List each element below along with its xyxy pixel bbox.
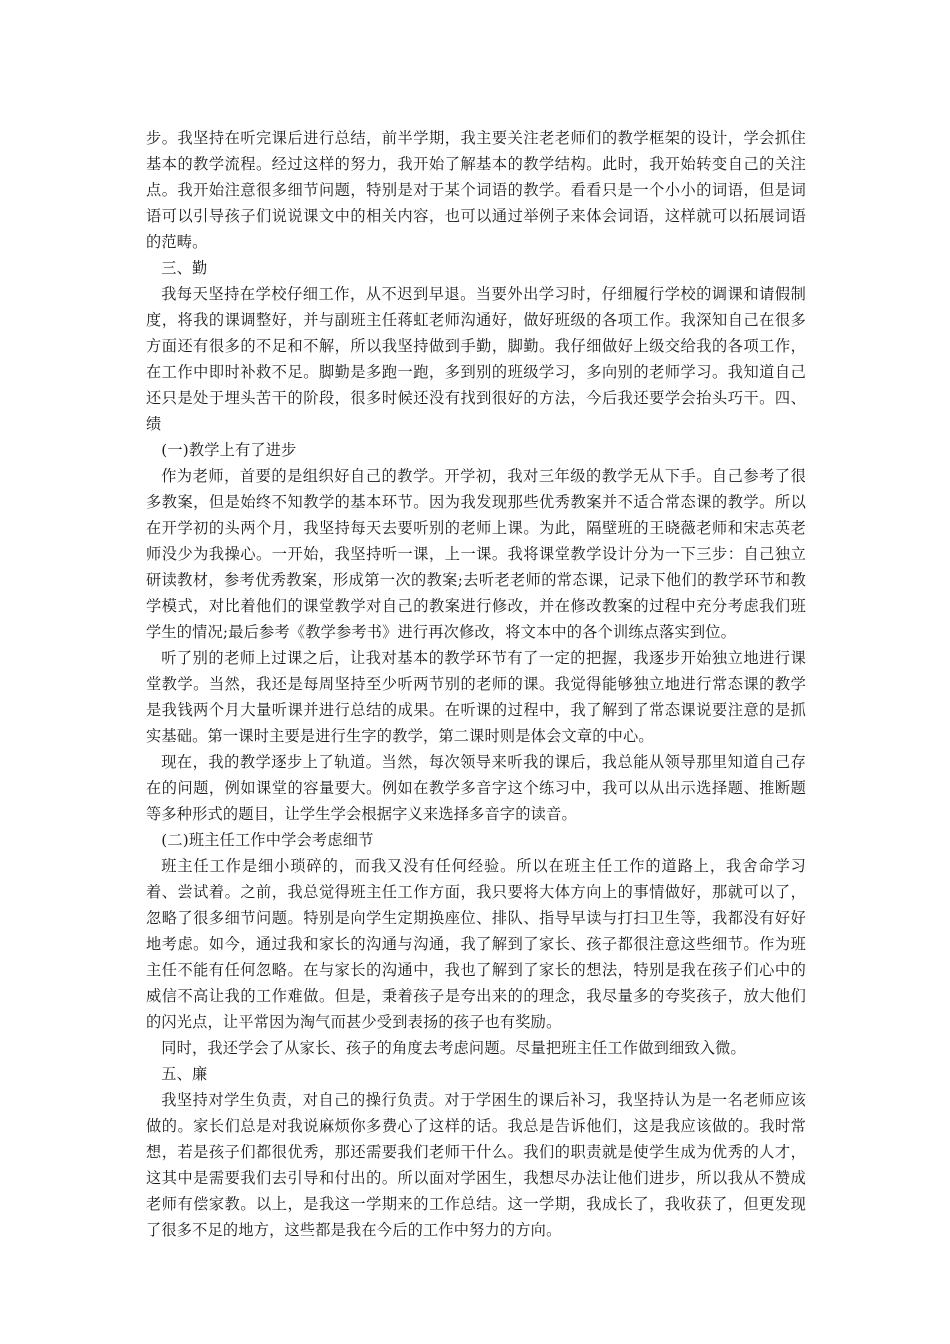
paragraph-teaching-1: 作为老师，首要的是组织好自己的教学。开学初，我对三年级的教学无从下手。自己参考了很多教案，但是始终不知教学的基本环节。因为我发现那些优秀教案并不适合常态课的教学。所以在开学初的头两个月，我坚持每天去要听别的老师上课。为此，隔壁班的王晓薇老师和宋志英老师没少为我操心。一开始，我坚持听一课，上一课。我将课堂教学设计分为一下三步：自己独立研读教材，参考优秀教案，形成第一次的教案;去听老老师的常态课，记录下他们的教学环节和教学模式，对比着他们的课堂教学对自己的教案进行修改，并在修改教案的过程中充分考虑我们班学生的情况;最后参考《教学参考书》进行再次修改，将文本中的各个训练点落实到位。 — [146, 467, 806, 641]
paragraph-diligence: 我每天坚持在学校仔细工作，从不迟到早退。当要外出学习时，仔细履行学校的调课和请假制度，将我的课调整好，并与副班主任蒋虹老师沟通好，做好班级的各项工作。我深知自己在很多方面还有很多的不足和不解，所以我坚持做到手勤，脚勤。我仔细做好上级交给我的各项工作，在工作中即时补救不足。脚勤是多跑一跑，多到别的班级学习，多向别的老师学习。我知道自己还只是处于埋头苦干的阶段，很多时候还没有找到很好的方法，今后我还要学会抬头巧干。四、绩 — [146, 285, 806, 433]
paragraph-intro: 步。我坚持在听完课后进行总结，前半学期，我主要关注老老师们的教学框架的设计，学会抓住基本的教学流程。经过这样的努力，我开始了解基本的教学结构。此时，我开始转变自己的关注点。我开始注意很多细节问题，特别是对于某个词语的教学。看看只是一个小小的词语，但是词语可以引导孩子们说说课文中的相关内容，也可以通过举例子来体会词语，这样就可以拓展词语的范畴。 — [146, 129, 806, 251]
section-heading-integrity: 五、廉 — [161, 1065, 208, 1083]
document-page — [146, 125, 806, 1243]
paragraph-class-teacher-1: 班主任工作是细小琐碎的，而我又没有任何经验。所以在班主任工作的道路上，我舍命学习着、尝试着。之前，我总觉得班主任工作方面，我只要将大体方向上的事情做好，那就可以了，忽略了很多细节问题。特别是向学生定期换座位、排队、指导早读与打扫卫生等，我都没有好好地考虑。如今，通过我和家长的沟通与沟通，我了解到了家长、孩子都很注意这些细节。作为班主任不能有任何忽略。在与家长的沟通中，我也了解到了家长的想法，特别是我在孩子们心中的威信不高让我的工作难做。但是，秉着孩子是夸出来的的理念，我尽量多的夸奖孩子，放大他们的闪光点，让平常因为淘气而甚少受到表扬的孩子也有奖励。 — [146, 857, 806, 1031]
subsection-heading-class-teacher: (二)班主任工作中学会考虑细节 — [161, 831, 374, 849]
paragraph-integrity: 我坚持对学生负责，对自己的操行负责。对于学困生的课后补习，我坚持认为是一名老师应该做的。家长们总是对我说麻烦你多费心了这样的话。我总是告诉他们，这是我应该做的。我时常想，若是孩子们都很优秀，那还需要我们老师干什么。我们的职责就是使学生成为优秀的人才，这其中是需要我们去引导和付出的。所以面对学困生，我想尽办法让他们进步，所以我从不赞成老师有偿家教。以上，是我这一学期来的工作总结。这一学期，我成长了，我收获了，但更发现了很多不足的地方，这些都是我在今后的工作中努力的方向。 — [146, 1091, 806, 1239]
paragraph-teaching-3: 现在，我的教学逐步上了轨道。当然，每次领导来听我的课后，我总能从领导那里知道自己存在的问题，例如课堂的容量要大。例如在教学多音字这个练习中，我可以从出示选择题、推断题等多种形式的题目，让学生学会根据字义来选择多音字的读音。 — [146, 753, 806, 823]
subsection-heading-teaching-progress: (一)教学上有了进步 — [161, 441, 297, 459]
section-heading-diligence: 三、勤 — [161, 259, 208, 277]
paragraph-class-teacher-2: 同时，我还学会了从家长、孩子的角度去考虑问题。尽量把班主任工作做到细致入微。 — [161, 1039, 746, 1057]
paragraph-teaching-2: 听了别的老师上过课之后，让我对基本的教学环节有了一定的把握，我逐步开始独立地进行课堂教学。当然，我还是每周坚持至少听两节别的老师的课。我觉得能够独立地进行常态课的教学是我钱两个月大量听课并进行总结的成果。在听课的过程中，我了解到了常态课说要注意的是抓实基础。第一课时主要是进行生字的教学，第二课时则是体会文章的中心。 — [146, 649, 806, 745]
